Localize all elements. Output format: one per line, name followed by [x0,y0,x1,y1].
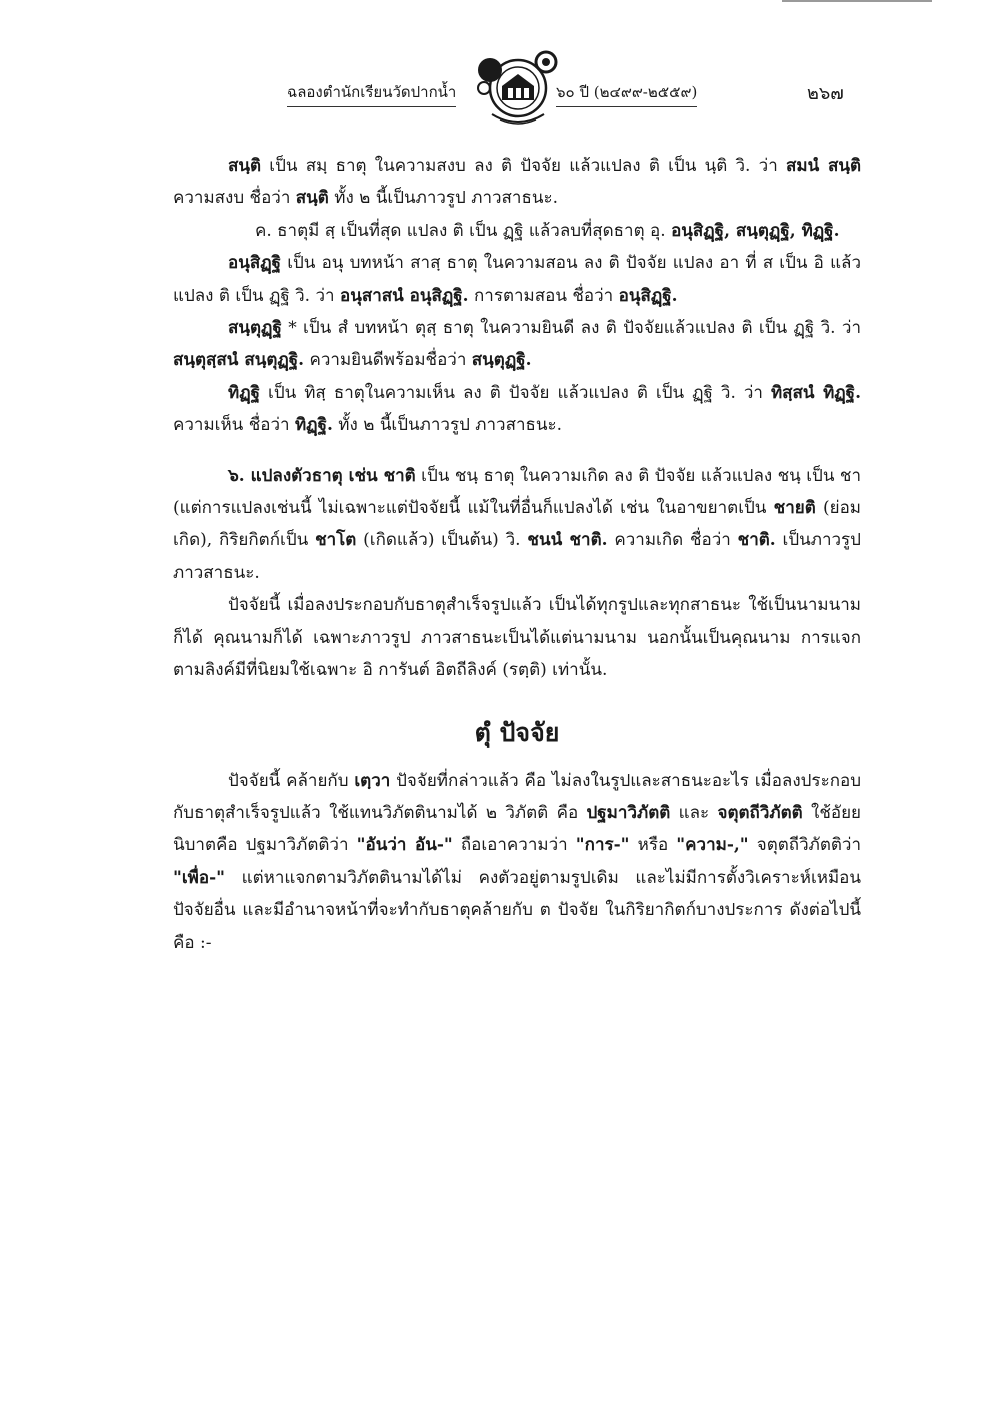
bold-term: ชายติ [773,498,816,519]
body-paragraph [173,312,861,377]
bold-term: สนฺติ [228,156,262,176]
text-segment: ความยินดีพร้อมชื่อว่า [304,350,472,371]
text-segment: เป็นภาวรูป ภาวสาธนะ. [173,530,861,583]
body-paragraph [173,247,861,312]
section-heading: ตุํ ปัจจัย [474,717,560,747]
page-number: ๒๖๗ [807,83,844,104]
bold-term: "เพื่อ-" [173,867,225,888]
bold-term: อนุสิฏฺฐิ [228,253,282,274]
text-segment: ความสงบ ชื่อว่า [173,188,296,209]
page-header [0,0,1000,130]
temple-emblem-icon [470,40,566,130]
paragraph-gap [173,442,861,460]
bold-term: ชาติ. [737,530,776,551]
text-segment: ค. ธาตุมี สฺ เป็นที่สุด แปลง ติ เป็น ฏฺฐิ แล้วลบที่สุดธาตุ อุ. [255,220,672,241]
text-segment: การตามสอน ชื่อว่า [468,285,619,306]
final-paragraph [173,765,861,959]
text-segment: * เป็น สํ บทหน้า ตุสฺ ธาตุ ในความยินดี ลง ติ ปัจจัยแล้วแปลง ติ เป็น ฏฺฐิ วิ. ว่า [281,318,861,339]
body-paragraph [173,377,861,442]
bold-term: ทิฏฺฐิ [228,382,260,403]
bold-term: อนุสาสนํ อนุสิฏฺฐิ. [340,285,469,306]
text-segment: ถือเอาความว่า [452,835,576,856]
bold-term: ชาโต [315,530,357,551]
text-segment: (เกิดแล้ว) เป็นต้น) วิ. [356,530,528,551]
text-segment: ความเห็น ชื่อว่า [173,415,295,436]
header-left-title: ฉลองตำนักเรียนวัดปากน้ำ [287,80,456,107]
text-segment: ปัจจัยนี้ คล้ายกับ [228,770,355,791]
bold-term: อนุสิฏฺฐิ. [618,285,678,306]
bold-term: "อันว่า อัน-" [356,835,453,856]
bold-term: อนุสิฏฺฐิ, สนฺตุฏฺฐิ, ทิฏฺฐิ. [671,220,840,241]
text-segment: เป็น ชนฺ ธาตุ ในความเกิด ลง ติ ปัจจัย แล้วแปลง ชนฺ เป็น ชา (แต่การแปลงเช่นนี้ ไม่เฉพาะแต่ปัจจัยนี้ แม้ในที่อื่นก็แปลงได้ เช่น ในอาขยาตเป็น [173,465,862,519]
bold-term: สนฺตุฏฺฐิ [228,318,282,339]
body-paragraph [173,589,861,686]
bold-term: ทิฏฺฐิ. [294,415,333,436]
text-segment: ปัจจัยที่กล่าวแล้ว คือ ไม่ลงในรูปและสาธนะอะไร เมื่อลงประกอบกับธาตุสำเร็จรูปแล้ว ใช้แทนวิภัตตินามได้ ๒ วิภัตติ คือ [173,770,861,823]
header-right-title: ๖๐ ปี (๒๔๙๙-๒๕๕๙) [556,80,697,107]
bold-term: ชนนํ ชาติ. [527,530,608,551]
text-segment: เป็น ทิสฺ ธาตุในความเห็น ลง ติ ปัจจัย แล้วแปลง ติ เป็น ฏฺฐิ วิ. ว่า [260,382,771,403]
text-segment: แต่หาแจกตามวิภัตตินามได้ไม่ คงตัวอยู่ตามรูปเดิม และไม่มีการตั้งวิเคราะห์เหมือนปัจจัยอื่น และมีอำนาจหน้าที่จะทำกับธาตุคล้ายกับ ต ปัจจัย ในกิริยากิตก์บางประการ ดังต่อไปนี้ คือ :- [173,867,861,953]
body-paragraph [173,215,861,247]
bold-term: สนฺตุฏฺฐิ. [471,350,532,371]
text-segment: และ [670,802,718,823]
text-segment: หรือ [629,835,677,856]
text-segment: (ย่อมเกิด), กิริยกิตก์เป็น [173,498,861,551]
body-paragraph [173,460,861,590]
bold-term: จตุตถีวิภัตติ [717,802,803,823]
text-segment: ทั้ง ๒ นี้เป็นภาวรูป ภาวสาธนะ. [332,415,563,436]
bold-term: เตฺวา [354,770,391,791]
text-segment: ปัจจัยนี้ เมื่อลงประกอบกับธาตุสำเร็จรูปแล้ว เป็นได้ทุกรูปและทุกสาธนะ ใช้เป็นนามนามก็ได้ คุณนามก็ได้ เฉพาะภาวรูป ภาวสาธนะเป็นได้แต่นามนาม นอกนั้นเป็นคุณนาม การแจกตามลิงค์มีที่นิยมใช้เฉพาะ อิ การันต์ อิตถีลิงค์ (รตฺติ) เท่านั้น. [173,595,861,681]
bold-term: ปฐมาวิภัตติ [586,802,671,823]
bold-term: ทิสฺสนํ ทิฏฺฐิ. [770,382,861,403]
text-segment: ทั้ง ๒ นี้เป็นภาวรูป ภาวสาธนะ. [328,188,558,209]
text-segment: จตุตถีวิภัตติว่า [748,835,862,856]
text-segment: ความเกิด ชื่อว่า [607,530,738,551]
text-segment: เป็น สมฺ ธาตุ ในความสงบ ลง ติ ปัจจัย แล้วแปลง ติ เป็น นฺติ วิ. ว่า [261,156,786,176]
page-body [173,150,861,959]
bold-term: สนฺติ [295,188,329,209]
bold-term: "การ-" [575,835,630,856]
bold-term: ๖. แปลงตัวธาตุ เช่น ชาติ [228,465,416,486]
bold-term: สมนํ สนฺติ [786,156,861,176]
text-segment: ใช้อัยยนิบาตคือ ปฐมาวิภัตติว่า [173,802,861,856]
text-segment: เป็น อนุ บทหน้า สาสฺ ธาตุ ในความสอน ลง ติ ปัจจัย แปลง อา ที่ ส เป็น อิ แล้วแปลง ติ เป็น ฏฺฐิ วิ. ว่า [173,253,861,306]
body-paragraph [173,150,861,215]
bold-term: สนฺตุสฺสนํ สนฺตุฏฺฐิ. [173,350,305,371]
bold-term: "ความ-," [676,835,749,856]
paragraph-list [173,150,861,687]
